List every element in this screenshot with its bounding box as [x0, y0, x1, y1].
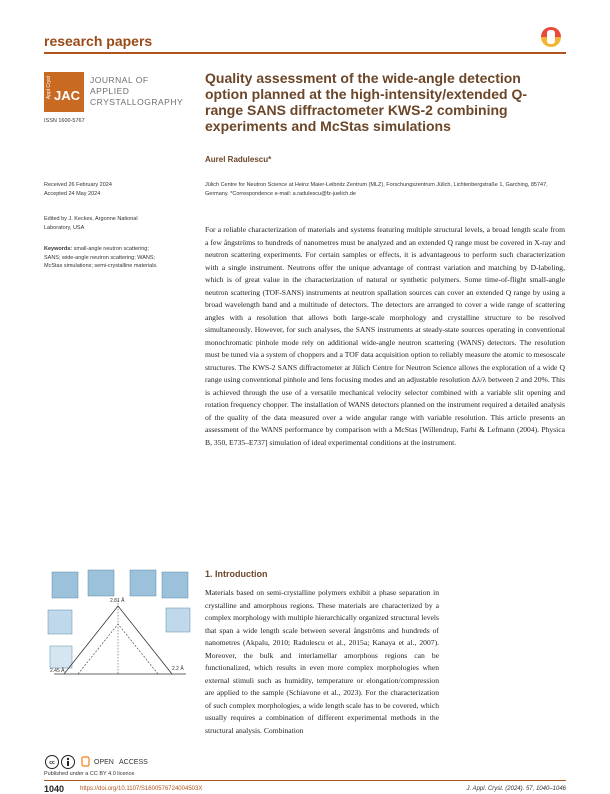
doi-link[interactable]: https://doi.org/10.1107/S1600576724004503X — [80, 786, 203, 792]
intro-text: Materials based on semi-crystalline polymers exhibit a phase separation in crystalline and amorphous regions. These materials are characterized by a complex morphology with multiple hierarchically organized structural levels that span a wide length scale between several ångströms and hundreds of nanometres (Akpalu, 2010; Radulescu et al., 2015a; Kanaya et al., 2007). Moreover, the bulk and interlamellar amorphous regions can be functionalized, which results in even more complex morphologies when external stimuli such as humidity, temperature or elongation/compression are applied to the sample (Schiavone et al., 2023). For the characterization of such complex morphologies, a wide length scale has to be covered, which usually requires a combination of different experimental methods in the structural analysis. Combination — [205, 588, 439, 735]
svg-text:OPEN: OPEN — [94, 759, 114, 766]
page-number: 1040 — [44, 784, 65, 794]
svg-text:cc: cc — [49, 760, 55, 766]
section-title: 1. Introduction — [205, 569, 268, 579]
section-header: research papers — [44, 33, 153, 49]
figure-label-top: 2.81 Å — [110, 598, 125, 604]
footer-rule — [44, 780, 566, 781]
author: Aurel Radulescu* — [205, 155, 272, 164]
journal-logo: Appl Cryst JAC — [44, 72, 84, 112]
issn: ISSN 1600-5767 — [44, 118, 85, 124]
affiliation: Jülich Centre for Neutron Science at Heinz Maier-Leibnitz Zentrum (MLZ), Forschungszentrum Jülich, Lichtenbergstraße 1, Garching, 85747, Germany. *Correspondence e-mail: a.radulescu@fz-juelich.de — [205, 182, 548, 197]
header-rule — [44, 52, 566, 54]
citation: J. Appl. Cryst. (2024). 57, 1040–1046 — [466, 786, 566, 792]
abstract: For a reliable characterization of materials and systems featuring multiple structural levels, a broad length scale from a few ångströms to hundreds of nanometres must be analyzed and an extended Q range must be covered in X-ray and neutron scattering experiments. For certain samples or effects, it is advantageous to perform such characterization with a single instrument. Neutrons offer the unique advantage of contrast variation and matching by D-labeling, which is of great value in the characterization of natural or synthetic polymers. Some time-of-flight small-angle neutron scattering (TOF-SANS) instruments at neutron spallation sources can cover an extended Q range by using a broad wavelength band and a multitude of detectors. The detectors are arranged to cover a wide range of scattering angles with a resolution that allows both large-scale morphology and crystalline structure to be resolved simultaneously. However, for such analyses, the SANS instruments at steady-state sources operating in conventional monochromatic pinhole mode rely on additional wide-angle neutron scattering (WANS) detectors. The resolution must be tuned via a system of choppers and a TOF data acquisition option to reliably measure the atomic to mesoscale structures. The KWS-2 SANS diffractometer at Jülich Centre for Neutron Science allows the exploration of a wide Q range using conventional pinhole and lens focusing modes and an adjustable resolution Δλ/λ between 2 and 20%. This is achieved through the use of a versatile mechanical velocity selector combined with a variable slit opening and rotation frequency chopper. The installation of WANS detectors planned on the instrument required a detailed analysis of the quality of the data measured over a wide angular range with variable resolution. This article presents an assessment of the WANS performance by comparison with a McStas [Willendrup, Farhi & Lefmann (2004). Physica B, 350, E735–E737] simulation of ideal experimental conditions at the instrument. — [205, 225, 565, 447]
article-title: Quality assessment of the wide-angle detection option planned at the high-intensity/extended Q-range SANS diffractometer KWS-2 combining experiments and McStas simulations — [205, 70, 527, 134]
keywords: Keywords: small-angle neutron scattering; SANS; wide-angle neutron scattering; WANS; McStas simulations; semi-crystalline materials. — [44, 246, 158, 270]
svg-text:ACCESS: ACCESS — [119, 759, 148, 766]
journal-name: JOURNAL OF APPLIED CRYSTALLOGRAPHY — [90, 75, 184, 107]
figure-label-right: 2.2 Å — [172, 666, 184, 672]
figure-label-left: 2.45 Å — [50, 668, 65, 674]
graphical-abstract — [44, 566, 196, 686]
license-text: Published under a CC BY 4.0 licence — [44, 771, 135, 777]
dates: Received 26 February 2024 Accepted 24 May 2024 — [44, 182, 112, 197]
editor: Edited by J. Keckes, Argonne National Laboratory, USA — [44, 216, 138, 231]
crossmark-icon[interactable] — [541, 27, 561, 47]
